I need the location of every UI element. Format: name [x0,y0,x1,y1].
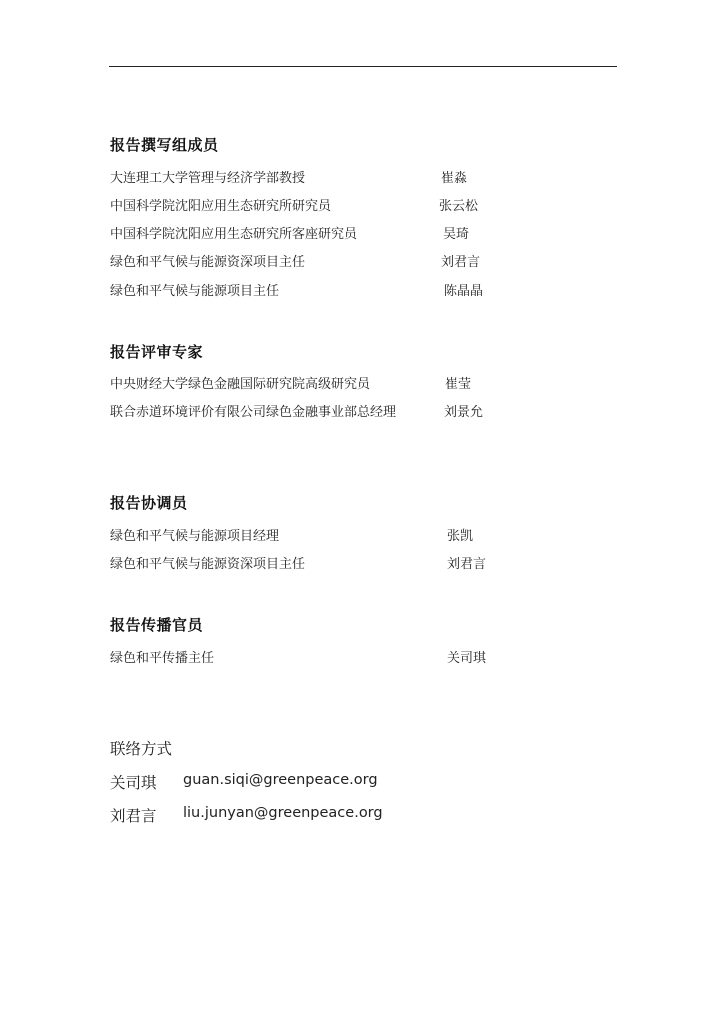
member-role: 中央财经大学绿色金融国际研究院高级研究员 [110,377,371,392]
contact-name: 刘君言 [110,807,157,825]
member-name: 张凯 [447,529,474,544]
member-role: 绿色和平气候与能源项目经理 [110,529,280,544]
member-name: 刘君言 [447,557,487,572]
member-role: 绿色和平传播主任 [110,651,215,666]
member-role: 绿色和平气候与能源资深项目主任 [110,255,306,270]
member-role: 绿色和平气候与能源项目主任 [110,284,280,299]
contact-heading: 联络方式 [110,740,173,758]
member-name: 崔淼 [441,171,468,186]
member-name: 吴琦 [443,227,470,242]
contact-name: 关司琪 [110,774,157,792]
member-role: 中国科学院沈阳应用生态研究所客座研究员 [110,227,358,242]
member-name: 刘君言 [441,255,481,270]
member-name: 刘景允 [444,405,484,420]
section-title-coordinators: 报告协调员 [110,494,188,512]
section-title-writing-team: 报告撰写组成员 [110,136,219,154]
contact-email[interactable]: guan.siqi@greenpeace.org [183,772,378,788]
member-name: 陈晶晶 [444,284,484,299]
member-role: 中国科学院沈阳应用生态研究所研究员 [110,199,332,214]
member-name: 崔莹 [445,377,472,392]
section-title-review-experts: 报告评审专家 [110,343,204,361]
header-rule [109,66,617,67]
member-role: 绿色和平气候与能源资深项目主任 [110,557,306,572]
member-role: 联合赤道环境评价有限公司绿色金融事业部总经理 [110,405,397,420]
member-name: 张云松 [439,199,479,214]
member-role: 大连理工大学管理与经济学部教授 [110,171,306,186]
contact-email[interactable]: liu.junyan@greenpeace.org [183,805,383,821]
member-name: 关司琪 [447,651,487,666]
section-title-communications: 报告传播官员 [110,616,204,634]
